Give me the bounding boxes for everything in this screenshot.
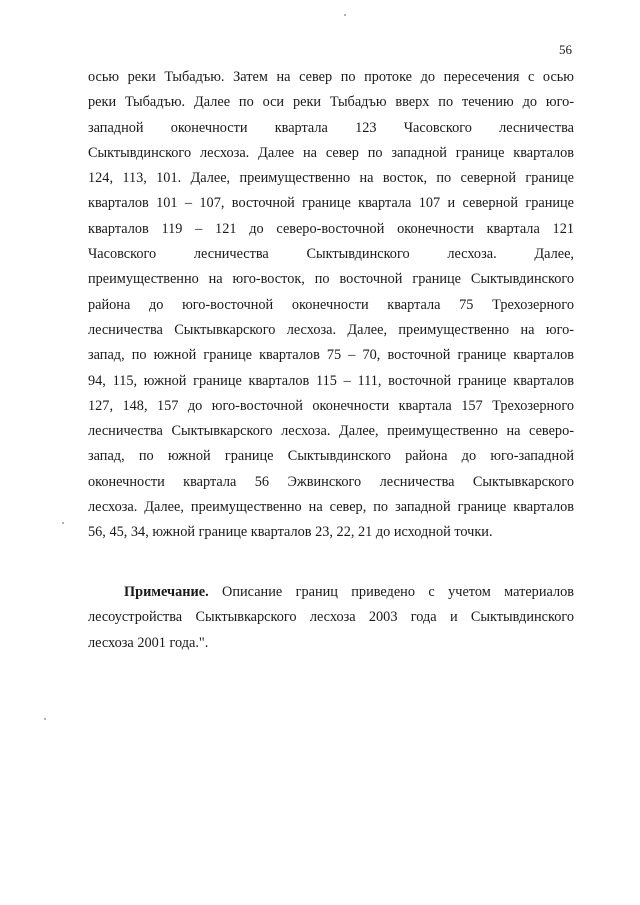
note-line: лесоустройства Сыктывкарского лесхоза 2003 года и Сыктывдинского (88, 609, 574, 626)
text-line: оконечности квартала 56 Эжвинского лесничества Сыктывкарского (88, 473, 574, 490)
text-line: реки Тыбадъю. Далее по оси реки Тыбадъю вверх по течению до юго- (88, 94, 574, 111)
text-line: лесничества Сыктывкарского лесхоза. Далее, преимущественно на северо- (88, 423, 574, 440)
text-line: лесхоза. Далее, преимущественно на север, по западной границе кварталов (88, 499, 574, 516)
text-line: кварталов 101 – 107, восточной границе квартала 107 и северной границе (88, 195, 574, 212)
text-line: осью реки Тыбадъю. Затем на север по протоке до пересечения с осью (88, 69, 574, 85)
text-line: 127, 148, 157 до юго-восточной оконечности квартала 157 Трехозерного (88, 397, 574, 414)
note-block (88, 580, 574, 656)
text-line: лесничества Сыктывкарского лесхоза. Далее, преимущественно на юго- (88, 321, 574, 338)
text-line: кварталов 119 – 121 до северо-восточной оконечности квартала 121 (88, 220, 574, 237)
text-line: преимущественно на юго-восток, по восточной границе Сыктывдинского (88, 271, 574, 288)
text-line: 56, 45, 34, южной границе кварталов 23, 22, 21 до исходной точки. (88, 524, 493, 541)
scan-speck (44, 718, 46, 720)
note-text: Описание границ приведено с учетом материалов (208, 584, 574, 600)
text-line: запад, по южной границе Сыктывдинского района до юго-западной (88, 448, 574, 465)
text-line: 94, 115, южной границе кварталов 115 – 111, восточной границе кварталов (88, 372, 574, 389)
scan-speck (344, 14, 346, 16)
text-line: запад, по южной границе кварталов 75 – 70, восточной границе кварталов (88, 347, 574, 364)
text-line: западной оконечности квартала 123 Часовского лесничества (88, 119, 574, 136)
note-first-line (88, 580, 574, 605)
text-line: района до юго-восточной оконечности квартала 75 Трехозерного (88, 296, 574, 313)
page-number: 56 (559, 42, 572, 57)
text-line: 124, 113, 101. Далее, преимущественно на восток, по северной границе (88, 170, 574, 187)
note-label: Примечание. (124, 584, 209, 600)
text-line: Сыктывдинского лесхоза. Далее на север по западной границе кварталов (88, 144, 574, 161)
note-line: лесхоза 2001 года.". (88, 634, 209, 651)
scan-speck (62, 522, 64, 524)
text-line: Часовского лесничества Сыктывдинского лесхоза. Далее, (88, 246, 574, 263)
main-text-block (88, 65, 574, 546)
